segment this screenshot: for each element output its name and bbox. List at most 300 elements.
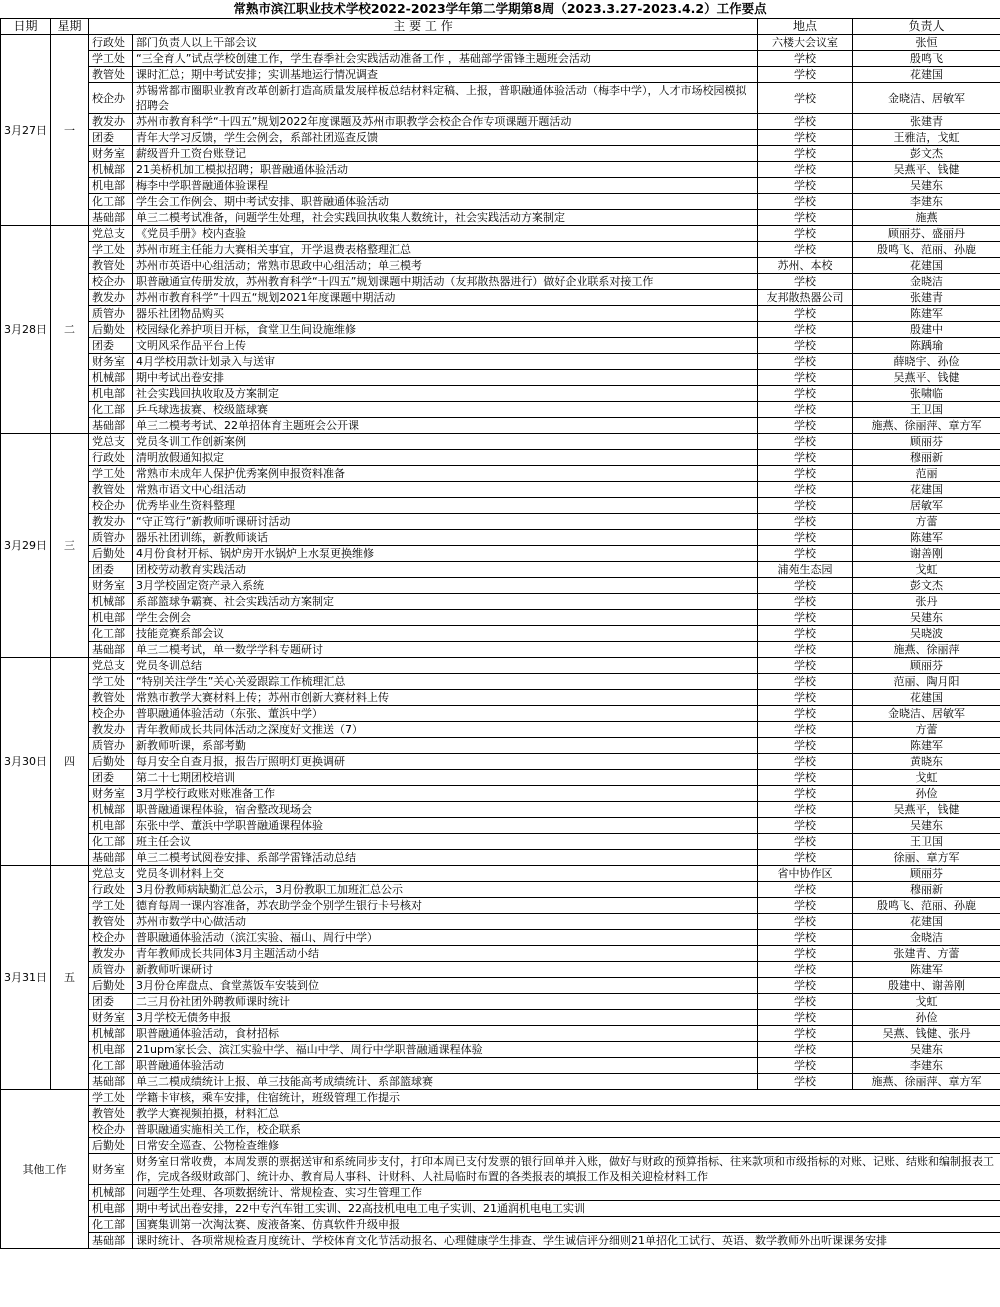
- task-cell: 常熟市教学大赛材料上传；苏州市创新大赛材料上传: [133, 690, 758, 706]
- table-row: [1, 882, 1000, 898]
- table-row: [1, 658, 1000, 674]
- department-cell: 教管处: [89, 258, 133, 274]
- department-cell: 教管处: [89, 690, 133, 706]
- department-cell: 财务室: [89, 354, 133, 370]
- owner-cell: 金晓洁、居敏军: [853, 706, 1000, 722]
- location-cell: 学校: [758, 962, 853, 978]
- table-row: [1, 642, 1000, 658]
- location-cell: 学校: [758, 914, 853, 930]
- table-row: [1, 770, 1000, 786]
- task-cell: 国赛集训第一次淘汰赛、废液备案、仿真软件升级申报: [133, 1217, 1000, 1233]
- table-row: [1, 514, 1000, 530]
- task-cell: “特别关注学生”关心关爱跟踪工作梳理汇总: [133, 674, 758, 690]
- task-cell: 4月份食材开标、锅炉房开水锅炉上水泵更换维修: [133, 546, 758, 562]
- owner-cell: 方蕾: [853, 722, 1000, 738]
- date-cell: 3月28日: [1, 226, 51, 434]
- owner-cell: 吴建东: [853, 610, 1000, 626]
- department-cell: 行政处: [89, 450, 133, 466]
- header-location: 地点: [758, 19, 853, 35]
- department-cell: 校企办: [89, 498, 133, 514]
- location-cell: 浦苑生态园: [758, 562, 853, 578]
- owner-cell: 顾丽芬: [853, 434, 1000, 450]
- task-cell: 团校劳动教育实践活动: [133, 562, 758, 578]
- task-cell: 单三二模考试阅卷安排、系部学雷锋活动总结: [133, 850, 758, 866]
- location-cell: 六楼大会议室: [758, 35, 853, 51]
- owner-cell: 张恒: [853, 35, 1000, 51]
- location-cell: 学校: [758, 802, 853, 818]
- location-cell: 学校: [758, 274, 853, 290]
- owner-cell: 顾丽芬、盛丽丹: [853, 226, 1000, 242]
- schedule-table: [0, 18, 1000, 1249]
- location-cell: 学校: [758, 834, 853, 850]
- owner-cell: 施燕: [853, 210, 1000, 226]
- location-cell: 学校: [758, 146, 853, 162]
- department-cell: 化工部: [89, 1217, 133, 1233]
- table-row: [1, 1042, 1000, 1058]
- task-cell: 技能竞赛系部会议: [133, 626, 758, 642]
- task-cell: 21upm家长会、滨江实验中学、福山中学、周行中学职普融通课程体验: [133, 1042, 758, 1058]
- table-row: [1, 866, 1000, 882]
- task-cell: 职普融通宣传册发放，苏州教育科学“十四五”规划课题中期活动（友邦散热器进行）做好企业联系对接工作: [133, 274, 758, 290]
- department-cell: 机电部: [89, 610, 133, 626]
- owner-cell: 陈建军: [853, 530, 1000, 546]
- location-cell: 学校: [758, 530, 853, 546]
- location-cell: 学校: [758, 434, 853, 450]
- owner-cell: 彭文杰: [853, 146, 1000, 162]
- owner-cell: 花建国: [853, 914, 1000, 930]
- owner-cell: 殷建中: [853, 322, 1000, 338]
- department-cell: 机械部: [89, 594, 133, 610]
- task-cell: 青年教师成长共同体3月主题活动小结: [133, 946, 758, 962]
- task-cell: 财务室日常收费，本周发票的票据送审和系统同步支付，打印本周已支付发票的银行回单并入账，做好与财政的预算指标、往来款项和市级指标的对账、记账、结账和编制报表工作，完成各级财政部门、统计办、教育局人事科、计财科、人社局临时布置的各类报表的填报工作及相关迎检材料工作: [133, 1154, 1000, 1185]
- department-cell: 财务室: [89, 1154, 133, 1185]
- owner-cell: 薛晓宇、孙俭: [853, 354, 1000, 370]
- table-row: [1, 546, 1000, 562]
- owner-cell: 殷建中、谢善刚: [853, 978, 1000, 994]
- owner-cell: 殷鸣飞: [853, 51, 1000, 67]
- department-cell: 机械部: [89, 1026, 133, 1042]
- table-row: [1, 51, 1000, 67]
- location-cell: 学校: [758, 1042, 853, 1058]
- owner-cell: 顾丽芬: [853, 866, 1000, 882]
- task-cell: 普职融通实施相关工作，校企联系: [133, 1122, 1000, 1138]
- table-row: [1, 1026, 1000, 1042]
- task-cell: 苏州市教育科学”十四五“规划2021年度课题中期活动: [133, 290, 758, 306]
- task-cell: 部门负责人以上干部会议: [133, 35, 758, 51]
- department-cell: 后勤处: [89, 546, 133, 562]
- owner-cell: 王卫国: [853, 402, 1000, 418]
- owner-cell: 吴燕、钱健、张丹: [853, 1026, 1000, 1042]
- task-cell: 单三二模考试，单一数学学科专题研讨: [133, 642, 758, 658]
- header-weekday: 星期: [51, 19, 89, 35]
- owner-cell: 施燕、徐丽萍、章方军: [853, 1074, 1000, 1090]
- table-row: [1, 562, 1000, 578]
- location-cell: 学校: [758, 626, 853, 642]
- table-row: [1, 1058, 1000, 1074]
- table-row: [1, 722, 1000, 738]
- table-row: [1, 210, 1000, 226]
- task-cell: 3月学校行政账对账准备工作: [133, 786, 758, 802]
- table-row: [1, 1233, 1000, 1249]
- table-row: [1, 434, 1000, 450]
- task-cell: 常熟市语文中心组活动: [133, 482, 758, 498]
- owner-cell: 吴建东: [853, 178, 1000, 194]
- task-cell: 青年教师成长共同体活动之深度好文推送（7）: [133, 722, 758, 738]
- task-cell: 苏锡常都市圈职业教育改革创新打造高质量发展样板总结材料定稿、上报，普职融通体验活动（梅李中学），人才市场校园模拟招聘会: [133, 83, 758, 114]
- task-cell: 4月学校用款计划录入与送审: [133, 354, 758, 370]
- task-cell: 东张中学、董浜中学职普融通课程体验: [133, 818, 758, 834]
- task-cell: 苏州市教育科学“十四五”规划2022年度课题及苏州市职教学会校企合作专项课题开题活动: [133, 114, 758, 130]
- table-row: [1, 35, 1000, 51]
- department-cell: 团委: [89, 130, 133, 146]
- task-cell: 第二十七期团校培训: [133, 770, 758, 786]
- location-cell: 学校: [758, 210, 853, 226]
- department-cell: 学工处: [89, 1090, 133, 1106]
- location-cell: 省中协作区: [758, 866, 853, 882]
- task-cell: 梅李中学职普融通体验课程: [133, 178, 758, 194]
- location-cell: 学校: [758, 514, 853, 530]
- task-cell: 文明风采作品平台上传: [133, 338, 758, 354]
- other-work-label: 其他工作: [1, 1090, 89, 1249]
- owner-cell: 李建东: [853, 194, 1000, 210]
- location-cell: 学校: [758, 706, 853, 722]
- task-cell: 党员冬训工作创新案例: [133, 434, 758, 450]
- department-cell: 基础部: [89, 210, 133, 226]
- owner-cell: 戈虹: [853, 994, 1000, 1010]
- location-cell: 学校: [758, 306, 853, 322]
- task-cell: 教学大赛视频拍摄，材料汇总: [133, 1106, 1000, 1122]
- owner-cell: 吴燕平、钱健: [853, 370, 1000, 386]
- task-cell: 3月份仓库盘点、食堂蒸饭车安装到位: [133, 978, 758, 994]
- table-row: [1, 690, 1000, 706]
- owner-cell: 王卫国: [853, 834, 1000, 850]
- location-cell: 学校: [758, 338, 853, 354]
- department-cell: 行政处: [89, 882, 133, 898]
- owner-cell: 陈建军: [853, 306, 1000, 322]
- location-cell: 友邦散热器公司: [758, 290, 853, 306]
- owner-cell: 吴燕平，钱健: [853, 802, 1000, 818]
- department-cell: 基础部: [89, 418, 133, 434]
- task-cell: 期中考试出卷安排: [133, 370, 758, 386]
- table-row: [1, 834, 1000, 850]
- department-cell: 团委: [89, 770, 133, 786]
- task-cell: 单三二模考考试、22单招体育主题班会公开课: [133, 418, 758, 434]
- department-cell: 机电部: [89, 1201, 133, 1217]
- task-cell: 党员冬训总结: [133, 658, 758, 674]
- department-cell: 学工处: [89, 674, 133, 690]
- department-cell: 基础部: [89, 642, 133, 658]
- department-cell: 财务室: [89, 1010, 133, 1026]
- department-cell: 基础部: [89, 850, 133, 866]
- table-row: [1, 466, 1000, 482]
- department-cell: 机电部: [89, 1042, 133, 1058]
- table-row: [1, 818, 1000, 834]
- department-cell: 化工部: [89, 834, 133, 850]
- owner-cell: 吴建东: [853, 818, 1000, 834]
- table-row: [1, 258, 1000, 274]
- date-cell: 3月30日: [1, 658, 51, 866]
- location-cell: 学校: [758, 322, 853, 338]
- location-cell: 学校: [758, 1058, 853, 1074]
- location-cell: 学校: [758, 578, 853, 594]
- location-cell: 学校: [758, 194, 853, 210]
- location-cell: 学校: [758, 386, 853, 402]
- weekday-cell: 一: [51, 35, 89, 226]
- table-row: [1, 338, 1000, 354]
- table-row: [1, 978, 1000, 994]
- table-row: [1, 450, 1000, 466]
- task-cell: 新教师听课，系部考勤: [133, 738, 758, 754]
- owner-cell: 范丽、陶月阳: [853, 674, 1000, 690]
- department-cell: 校企办: [89, 83, 133, 114]
- department-cell: 财务室: [89, 146, 133, 162]
- date-cell: 3月29日: [1, 434, 51, 658]
- task-cell: 优秀毕业生资料整理: [133, 498, 758, 514]
- location-cell: 学校: [758, 898, 853, 914]
- department-cell: 财务室: [89, 578, 133, 594]
- task-cell: 苏州市班主任能力大赛相关事宜，开学退费表格整理汇总: [133, 242, 758, 258]
- department-cell: 党总支: [89, 866, 133, 882]
- table-row: [1, 898, 1000, 914]
- owner-cell: 张建青: [853, 290, 1000, 306]
- owner-cell: 金晓洁: [853, 274, 1000, 290]
- department-cell: 校企办: [89, 706, 133, 722]
- task-cell: 普职融通体验活动（东张、董浜中学）: [133, 706, 758, 722]
- task-cell: 德育每周一课内容准备，苏农助学金个别学生银行卡号核对: [133, 898, 758, 914]
- location-cell: 学校: [758, 130, 853, 146]
- department-cell: 党总支: [89, 434, 133, 450]
- table-row: [1, 578, 1000, 594]
- department-cell: 机电部: [89, 386, 133, 402]
- table-row: [1, 402, 1000, 418]
- department-cell: 党总支: [89, 226, 133, 242]
- table-row: [1, 594, 1000, 610]
- owner-cell: 花建国: [853, 690, 1000, 706]
- location-cell: 学校: [758, 690, 853, 706]
- task-cell: 班主任会议: [133, 834, 758, 850]
- department-cell: 化工部: [89, 194, 133, 210]
- task-cell: 《党员手册》校内查验: [133, 226, 758, 242]
- owner-cell: 花建国: [853, 258, 1000, 274]
- table-row: [1, 130, 1000, 146]
- task-cell: 青年大学习反馈，学生会例会，系部社团巡查反馈: [133, 130, 758, 146]
- owner-cell: 穆丽新: [853, 450, 1000, 466]
- task-cell: 3月学校固定资产录入系统: [133, 578, 758, 594]
- location-cell: 学校: [758, 674, 853, 690]
- table-row: [1, 242, 1000, 258]
- owner-cell: 戈虹: [853, 562, 1000, 578]
- department-cell: 教发办: [89, 946, 133, 962]
- task-cell: 课时统计、各项常规检查月度统计、学校体育文化节活动报名、心理健康学生排查、学生诚信评分细则21单招化工试行、英语、数学教师外出听课课务安排: [133, 1233, 1000, 1249]
- location-cell: 学校: [758, 67, 853, 83]
- location-cell: 学校: [758, 466, 853, 482]
- weekday-cell: 二: [51, 226, 89, 434]
- table-row: [1, 322, 1000, 338]
- location-cell: 学校: [758, 354, 853, 370]
- table-row: [1, 306, 1000, 322]
- department-cell: 行政处: [89, 35, 133, 51]
- table-row: [1, 370, 1000, 386]
- task-cell: 日常安全巡查、公物检查维修: [133, 1138, 1000, 1154]
- owner-cell: 戈虹: [853, 770, 1000, 786]
- task-cell: 社会实践回执收取及方案制定: [133, 386, 758, 402]
- table-row: [1, 610, 1000, 626]
- table-row: [1, 674, 1000, 690]
- department-cell: 机械部: [89, 370, 133, 386]
- weekday-cell: 三: [51, 434, 89, 658]
- department-cell: 质管办: [89, 306, 133, 322]
- department-cell: 教管处: [89, 1106, 133, 1122]
- weekday-cell: 四: [51, 658, 89, 866]
- task-cell: 器乐社团训练，新教师谈话: [133, 530, 758, 546]
- task-cell: 苏州市数学中心做活动: [133, 914, 758, 930]
- date-cell: 3月31日: [1, 866, 51, 1090]
- task-cell: 学生会例会: [133, 610, 758, 626]
- owner-cell: 张丹: [853, 594, 1000, 610]
- task-cell: 常熟市未成年人保护优秀案例申报资料准备: [133, 466, 758, 482]
- department-cell: 后勤处: [89, 322, 133, 338]
- header-date: 日期: [1, 19, 51, 35]
- department-cell: 党总支: [89, 658, 133, 674]
- table-row: [1, 1217, 1000, 1233]
- department-cell: 化工部: [89, 402, 133, 418]
- department-cell: 校企办: [89, 1122, 133, 1138]
- table-row: [1, 738, 1000, 754]
- location-cell: 学校: [758, 786, 853, 802]
- weekday-cell: 五: [51, 866, 89, 1090]
- owner-cell: 张建青、方蕾: [853, 946, 1000, 962]
- department-cell: 教发办: [89, 722, 133, 738]
- department-cell: 质管办: [89, 738, 133, 754]
- department-cell: 机械部: [89, 802, 133, 818]
- table-row: [1, 226, 1000, 242]
- owner-cell: 陈建军: [853, 962, 1000, 978]
- location-cell: 学校: [758, 450, 853, 466]
- task-cell: 清明放假通知拟定: [133, 450, 758, 466]
- department-cell: 化工部: [89, 1058, 133, 1074]
- department-cell: 质管办: [89, 530, 133, 546]
- department-cell: 教发办: [89, 114, 133, 130]
- task-cell: 普职融通体验活动（滨江实验、福山、周行中学）: [133, 930, 758, 946]
- owner-cell: 施燕、徐丽萍、章方军: [853, 418, 1000, 434]
- task-cell: 新教师听课研讨: [133, 962, 758, 978]
- table-row: [1, 498, 1000, 514]
- location-cell: 苏州、本校: [758, 258, 853, 274]
- owner-cell: 孙俭: [853, 1010, 1000, 1026]
- owner-cell: 顾丽芬: [853, 658, 1000, 674]
- department-cell: 学工处: [89, 466, 133, 482]
- owner-cell: 李建东: [853, 1058, 1000, 1074]
- location-cell: 学校: [758, 930, 853, 946]
- task-cell: “三全育人”试点学校创建工作，学生春季社会实践活动准备工作 ，基础部学雷锋主题班会活动: [133, 51, 758, 67]
- location-cell: 学校: [758, 498, 853, 514]
- task-cell: 校园绿化养护项目开标，食堂卫生间设施维修: [133, 322, 758, 338]
- department-cell: 校企办: [89, 274, 133, 290]
- department-cell: 团委: [89, 562, 133, 578]
- task-cell: 党员冬训材料上交: [133, 866, 758, 882]
- table-row: [1, 274, 1000, 290]
- location-cell: 学校: [758, 978, 853, 994]
- owner-cell: 吴建东: [853, 1042, 1000, 1058]
- task-cell: 单三二模考试准备，问题学生处理，社会实践回执收集人数统计，社会实践活动方案制定: [133, 210, 758, 226]
- department-cell: 机械部: [89, 1185, 133, 1201]
- department-cell: 机电部: [89, 178, 133, 194]
- location-cell: 学校: [758, 1026, 853, 1042]
- location-cell: 学校: [758, 610, 853, 626]
- task-cell: 二三月份社团外聘教师课时统计: [133, 994, 758, 1010]
- table-row: [1, 530, 1000, 546]
- task-cell: 问题学生处理、各项数据统计、常规检查、实习生管理工作: [133, 1185, 1000, 1201]
- owner-cell: 金晓洁: [853, 930, 1000, 946]
- department-cell: 教管处: [89, 67, 133, 83]
- department-cell: 学工处: [89, 898, 133, 914]
- location-cell: 学校: [758, 946, 853, 962]
- table-row: [1, 290, 1000, 306]
- location-cell: 学校: [758, 482, 853, 498]
- table-row: [1, 1201, 1000, 1217]
- department-cell: 教发办: [89, 290, 133, 306]
- task-cell: 21美桥机加工模拟招聘；职普融通体验活动: [133, 162, 758, 178]
- owner-cell: 花建国: [853, 67, 1000, 83]
- department-cell: 后勤处: [89, 1138, 133, 1154]
- owner-cell: 居敏军: [853, 498, 1000, 514]
- location-cell: 学校: [758, 162, 853, 178]
- table-row: [1, 1074, 1000, 1090]
- department-cell: 化工部: [89, 626, 133, 642]
- table-row: [1, 194, 1000, 210]
- table-row: [1, 850, 1000, 866]
- owner-cell: 吴燕平、钱健: [853, 162, 1000, 178]
- table-row: [1, 418, 1000, 434]
- task-cell: 职普融通课程体验，宿舍整改现场会: [133, 802, 758, 818]
- table-row: [1, 786, 1000, 802]
- location-cell: 学校: [758, 722, 853, 738]
- task-cell: 期中考试出卷安排，22中专汽车钳工实训、22高技机电电工电子实训、21通润机电电工实训: [133, 1201, 1000, 1217]
- task-cell: 课时汇总；期中考试安排；实训基地运行情况调查: [133, 67, 758, 83]
- location-cell: 学校: [758, 418, 853, 434]
- table-row: [1, 386, 1000, 402]
- task-cell: 学生会工作例会、期中考试安排、职普融通体验活动: [133, 194, 758, 210]
- owner-cell: 金晓洁、居敏军: [853, 83, 1000, 114]
- department-cell: 机械部: [89, 162, 133, 178]
- table-row: [1, 1154, 1000, 1185]
- table-row: [1, 946, 1000, 962]
- owner-cell: 陈建军: [853, 738, 1000, 754]
- task-cell: 苏州市英语中心组活动；常熟市思政中心组活动；单三模考: [133, 258, 758, 274]
- task-cell: 3月份教师病缺勤汇总公示，3月份教职工加班汇总公示: [133, 882, 758, 898]
- owner-cell: 方蕾: [853, 514, 1000, 530]
- table-row: [1, 178, 1000, 194]
- location-cell: 学校: [758, 114, 853, 130]
- table-row: [1, 626, 1000, 642]
- task-cell: 单三二模成绩统计上报、单三技能高考成绩统计、系部篮球赛: [133, 1074, 758, 1090]
- location-cell: 学校: [758, 994, 853, 1010]
- table-row: [1, 114, 1000, 130]
- header-task: 主 要 工 作: [89, 19, 758, 35]
- owner-cell: 张建青: [853, 114, 1000, 130]
- location-cell: 学校: [758, 770, 853, 786]
- location-cell: 学校: [758, 882, 853, 898]
- owner-cell: 彭文杰: [853, 578, 1000, 594]
- location-cell: 学校: [758, 242, 853, 258]
- owner-cell: 穆丽新: [853, 882, 1000, 898]
- table-row: [1, 706, 1000, 722]
- location-cell: 学校: [758, 1074, 853, 1090]
- department-cell: 财务室: [89, 786, 133, 802]
- task-cell: 薪级晋升工资台账登记: [133, 146, 758, 162]
- task-cell: 系部篮球争霸赛、社会实践活动方案制定: [133, 594, 758, 610]
- location-cell: 学校: [758, 51, 853, 67]
